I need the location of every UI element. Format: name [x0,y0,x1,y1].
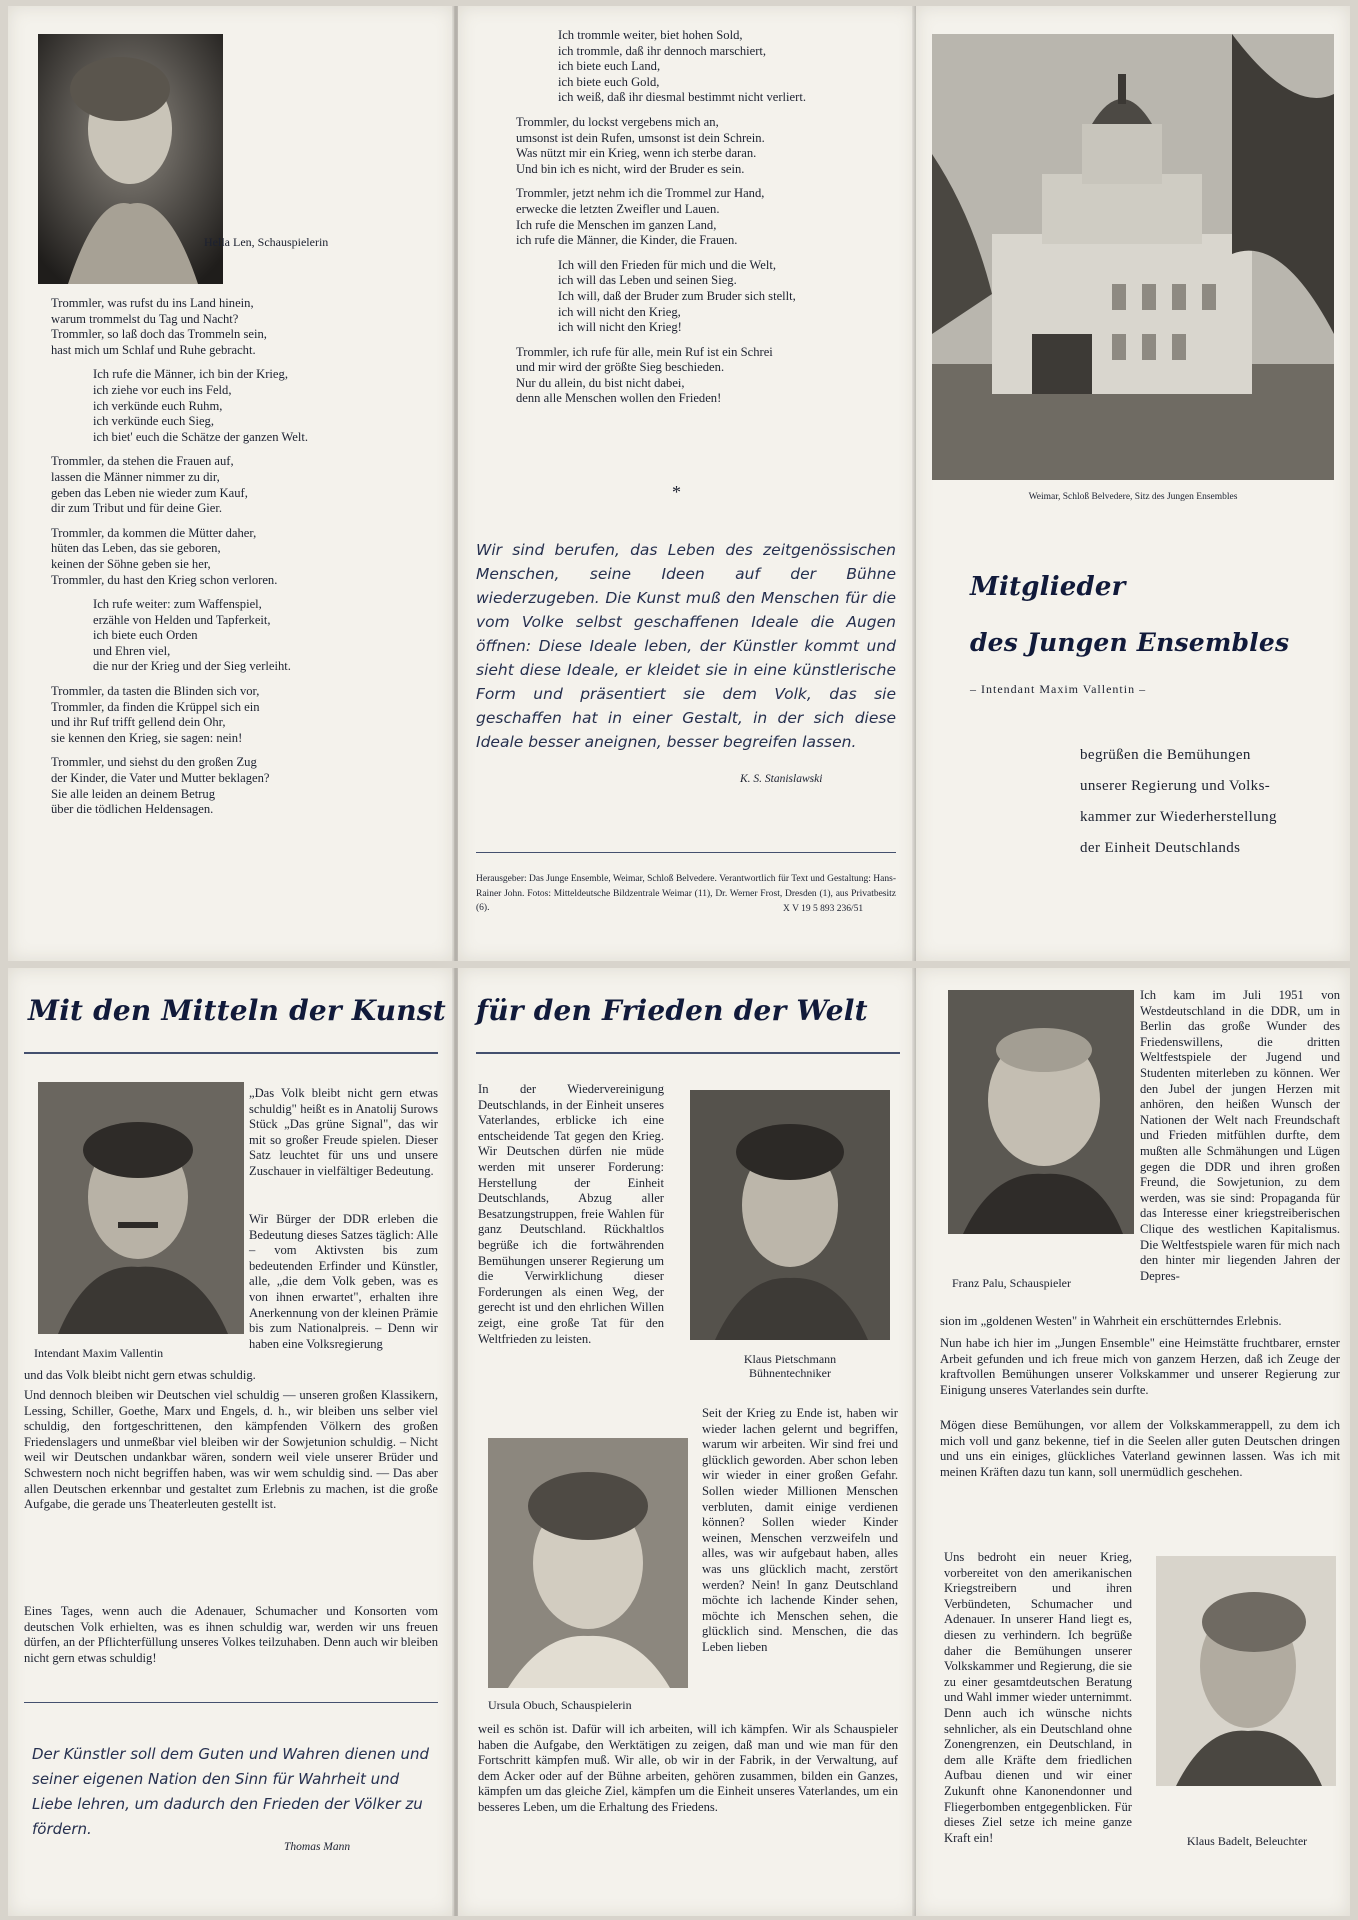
imprint-code: X V 19 5 893 236/51 [783,904,864,914]
quote-author: K. S. Stanislawski [740,773,823,785]
portrait-photo-klaus-badelt [1156,1556,1336,1786]
thomas-mann-quote: Der Künstler soll dem Guten und Wahren dienen und seiner eigenen Nation den Sinn für Wahrheit und Liebe lehren, um dadurch den Frieden der Völker zu fördern. [32,1745,430,1838]
title-line-1: Mitglieder [970,572,1126,602]
paragraph-1: „Das Volk bleibt nicht gern etwas schuldig" heißt es in Anatolij Surows Stück „Das grüne Signal", das wir mit so großer Freude spielen. Dieser Satz leuchtet für uns und unsere Zuschauer in vielfältiger Bedeutung. [249,1086,438,1178]
poem-line: sie kennen den Krieg, sie sagen: nein! [51,730,243,745]
poem-stanza [51,526,441,588]
poem-line: hüten das Leben, das sie geboren, [51,541,221,556]
poem-line: erwecke die letzten Zweifler und Lauen. [516,201,720,216]
poem-line: hast mich um Schlaf und Ruhe gebracht. [51,342,256,357]
poem-line: umsonst ist dein Rufen, umsonst ist dein Schrein. [516,130,765,145]
poem-stanza [51,367,441,445]
panel-bottom-right [916,968,1350,1916]
poem-line: lassen die Männer nimmer zu dir, [51,469,220,484]
body-line: kammer zur Wiederherstellung [1080,809,1277,825]
title-line-2: des Jungen Ensembles [970,628,1290,657]
poem-line: ich will nicht den Krieg, [558,304,681,319]
panel-bottom-left [8,968,454,1916]
palu-statement-3: Mögen diese Bemühungen, vor allem der Volkskammerappell, zu dem ich mich voll und ganz bekenne, tief in die Seelen aller guten Deutschen dringen und uns ein einiges, glückliches Vaterland gewinnen lassen. Was ich mit meinen Kräften dazu tun kann, soll unermüdlich geschehen. [940,1418,1340,1479]
poem-line: ich biete euch Orden [93,628,198,643]
poem-stanza [51,755,441,817]
poem-line: Ich rufe die Männer, ich bin der Krieg, [93,367,288,382]
poem-line: Trommler, du lockst vergebens mich an, [516,114,719,129]
panel-top-left [8,6,454,961]
poem-line: ich ziehe vor euch ins Feld, [93,382,232,397]
poem-line: ich verkünde euch Sieg, [93,414,214,429]
poem-line: ich will das Leben und seinen Sieg. [558,273,737,288]
paragraph-2-end: und das Volk bleibt nicht gern etwas schuldig. [24,1368,256,1382]
portrait-photo-franz-palu [948,990,1134,1234]
poem-line: Trommler, da finden die Krüppel sich ein [51,699,260,714]
poem-line: ich rufe die Männer, die Kinder, die Frauen. [516,233,738,248]
photo-caption-name: Klaus Pietschmann [743,1352,837,1366]
quote-rule [24,1702,438,1703]
subtitle-intendant: – Intendant Maxim Vallentin – [970,682,1147,696]
palu-statement-line: sion im „goldenen Westen" in Wahrheit ein erschütterndes Erlebnis. [940,1314,1282,1328]
body-text [1080,740,1340,864]
poem-line: Trommler, du hast den Krieg schon verloren. [51,572,278,587]
poem-line: ich trommle, daß ihr dennoch marschiert, [558,43,767,58]
panel-top-middle [458,6,916,961]
photo-caption-role: Bühnentechniker [749,1366,831,1380]
poem-line: Trommler, da kommen die Mütter daher, [51,525,257,540]
poem-line: Sie alle leiden an deinem Betrug [51,786,216,801]
poem-stanza [51,684,441,746]
poem-line: Trommler, und siehst du den großen Zug [51,755,257,770]
poem-line: ich verkünde euch Ruhm, [93,398,223,413]
poem-line: und ihr Ruf trifft gellend dein Ohr, [51,715,226,730]
poem-line: denn alle Menschen wollen den Frieden! [516,391,722,406]
actress-statement: Seit der Krieg zu Ende ist, haben wir wieder lachen gelernt und begriffen, warum wir arbeiten. Wir sind frei und glücklich geworden. Aber schon leben wir wieder in einer großen Gefahr. Sollen wieder Millionen Menschen verbluten, damit einige verdienen können? Sollen wieder Kinder weinen, Menschen verzweifeln und alles, was wir aufgebaut haben, alles was uns glücklich macht, zerstört werden? Nein! In ganz Deutschland möchte ich lachende Kinder sehen, möchte ich Menschen sehen, die glücklich sind. Menschen, die das Leben lieben [702,1406,898,1654]
poem-text [516,28,906,416]
poem-line: Trommler, so laß doch das Trommeln sein, [51,327,267,342]
portrait-photo-ursula-obuch [488,1438,688,1688]
poem-line: erzähle von Helden und Tapferkeit, [93,612,271,627]
imprint-text: Herausgeber: Das Junge Ensemble, Weimar, Schloß Belvedere. Verantwortlich für Text und Gestaltung: Hans-Rainer John. Fotos: Mitteldeutsche Bildzentrale Weimar (11), Dr. Werner Frost, Dresden (1), aus Privatbesitz (6). [476,874,896,913]
photo-caption: Ursula Obuch, Schauspielerin [488,1698,632,1712]
poem-line: Trommler, ich rufe für alle, mein Ruf ist ein Schrei [516,344,773,359]
imprint-rule [476,852,896,853]
actress-statement-continued: weil es schön ist. Dafür will ich arbeiten, will ich kämpfen. Wir als Schauspieler haben die Aufgabe, den Werktätigen zu zeigen, daß man und wie man für den Fortschritt kämpfen muß. Wir alle, ob wir in der Fabrik, in der Verwaltung, auf dem Acker oder auf der Bühne arbeiten, gehören zusammen, bilden ein Ganzes, kämpfen um das gleiche Ziel, kämpfen um die Einheit unseres Vaterlandes, um ein besseres Leben, um die Erhaltung des Friedens. [478,1722,898,1814]
poem-line: und mir wird der größte Sieg beschieden. [516,360,725,375]
poem-line: Was nützt mir ein Krieg, wenn ich sterbe daran. [516,146,757,161]
poem-text [51,296,441,827]
poem-stanza [516,115,906,177]
poem-line: Trommler, da stehen die Frauen auf, [51,454,234,469]
poem-stanza [516,186,906,248]
headline-rule [24,1052,438,1054]
badelt-statement: Uns bedroht ein neuer Krieg, vorbereitet von den amerikanischen Kriegstreibern und ihren Verbündeten, Schumacher und Adenauer. In unserer Hand liegt es, diesen zu verhindern. Ich begrüße daher die Bemühungen unserer Volkskammer und Regierung, die sie zu einer gesamtdeutschen Beratung und Wahl immer wieder unternimmt. Denn auch ich wünsche nichts sehnlicher, als ein Deutschland ohne Zonengrenzen, ein Deutschland, in dem alle Kräfte dem friedlichen Aufbau dienen und wir einer Zukunft ohne Kanonendonner und Fliegerbomben entgegenblicken. Für dieses Ziel setze ich meine ganze Kraft ein! [944,1550,1132,1845]
poem-stanza [51,454,441,516]
photo-caption: Weimar, Schloß Belvedere, Sitz des Jungen Ensembles [1028,492,1238,502]
photo-caption: Franz Palu, Schauspieler [952,1276,1071,1290]
photo-caption: Klaus Badelt, Beleuchter [1186,1834,1308,1848]
body-line: begrüßen die Bemühungen [1080,747,1251,763]
poem-stanza [516,28,906,106]
headline-left: Mit den Mitteln der Kunst [28,994,446,1027]
poem-line: der Kinder, die Vater und Mutter beklagen? [51,771,270,786]
poem-line: und Ehren viel, [93,643,171,658]
poem-line: Trommler, was rufst du ins Land hinein, [51,296,254,310]
headline-rule [476,1052,900,1054]
palu-statement: Ich kam im Juli 1951 von Westdeutschland in die DDR, um in Berlin das große Wunder des Friedenswillens, die dritten Weltfestspiele der Jugend und Studenten miterleben zu können. Wer den Jubel der jungen Herzen mit anhören, den heißen Wunsch der Nationen der Welt nach Freundschaft und Frieden mitfühlen durfte, dem mußten alle Schmähungen und Lügen gegen die DDR und ihren großen Freund, die Sowjetunion, zu dem werden, was sie sind: Propaganda für das Interesse einer kriegstreiberischen Clique des westlichen Kapitalismus. Die Weltfestspiele waren für mich nach den hinter mir liegenden Jahren der Depres- [1140,988,1340,1283]
poem-line: die nur der Krieg und der Sieg verleiht. [93,659,291,674]
poem-stanza [51,597,441,675]
poem-line: über die tödlichen Heldensagen. [51,802,214,817]
poem-stanza [516,345,906,407]
stanislawski-quote: Wir sind berufen, das Leben des zeitgenössischen Menschen, seine Ideen auf der Bühne wiederzugeben. Die Kunst muß den Menschen für die vom Volke selbst geschaffenen Ideale die Augen öffnen: Diese Ideale leben, der Künstler kommt und sieht diese Ideale, er kleidet sie in eine künstlerische Form und präsentiert sie dem Volk, das sie geschaffen hat in einer Gestalt, in der sich diese Ideale besser aneignen, besser begreifen lassen. [476,541,896,751]
unity-statement: In der Wiedervereinigung Deutschlands, in der Einheit unseres Vaterlandes, erblicke ich eine entscheidende Tat gegen den Krieg. Wir Deutschen dürfen nie müde werden mit unserer Forderung: Herstellung der Einheit Deutschlands, Abzug aller Besatzungstruppen, freie Wahlen für ganz Deutschland. Rückhaltlos begrüße ich die fortwährenden Bemühungen unserer Regierung um die Verwirklichung dieser Forderungen als einen Weg, der gerecht ist und den ehrlichen Willen zeigt, eine große Tat für den Weltfrieden zu leisten. [478,1082,664,1346]
poem-line: Trommler, jetzt nehm ich die Trommel zur Hand, [516,186,765,201]
poem-line: warum trommelst du Tag und Nacht? [51,311,239,326]
poem-stanza [51,296,441,358]
poem-line: ich biete euch Gold, [558,74,660,89]
body-line: unserer Regierung und Volks- [1080,778,1271,794]
asterisk-divider: * [672,482,681,502]
poem-line: Ich will, daß der Bruder zum Bruder sich stellt, [558,288,796,303]
palu-statement-2: Nun habe ich hier im „Jungen Ensemble" eine Heimstätte fruchtbarer, ernster Arbeit gefunden und ich freue mich von ganzem Herzen, daß ich Zeuge der kraftvollen Bemühungen unserer Volkskammer und unserer Regierung zur Einigung unseres Vaterlandes sein durfte. [940,1336,1340,1397]
poem-line: Ich rufe weiter: zum Waffenspiel, [93,597,262,612]
poem-line: ich will nicht den Krieg! [558,320,682,335]
poem-line: ich weiß, daß ihr diesmal bestimmt nicht verliert. [558,90,806,105]
photo-caption: Hella Len, Schauspielerin [204,235,329,249]
poem-stanza [516,258,906,336]
poem-line: Ich trommle weiter, biet hohen Sold, [558,28,743,42]
poem-line: ich biet' euch die Schätze der ganzen Welt. [93,429,309,444]
paragraph-4: Eines Tages, wenn auch die Adenauer, Schumacher und Konsorten vom deutschen Volk erhielten, was es ihnen schuldig war, werden wir uns freuen dürfen, an der Pflichterfüllung unseres Volkes teilzuhaben. Denn auch wir bleiben nicht gern etwas schuldig! [24,1604,438,1665]
poem-line: ich biete euch Land, [558,59,661,74]
poem-line: geben das Leben nie wieder zum Kauf, [51,485,248,500]
body-line: der Einheit Deutschlands [1080,840,1241,856]
portrait-photo-hella-len [38,34,223,284]
headline-middle: für den Frieden der Welt [476,994,868,1027]
portrait-photo-klaus-pietschmann [690,1090,890,1340]
panel-bottom-middle [458,968,916,1916]
poem-line: Ich rufe die Menschen im ganzen Land, [516,217,717,232]
poem-line: keinen der Söhne geben sie her, [51,556,211,571]
quote-author: Thomas Mann [284,1841,351,1853]
poem-line: Und bin ich es nicht, wird der Bruder es sein. [516,161,745,176]
poem-line: Ich will den Frieden für mich und die Welt, [558,257,777,272]
paragraph-3: Und dennoch bleiben wir Deutschen viel schuldig — unseren großen Klassikern, Lessing, Schiller, Goethe, Marx und Engels, d. h., wir bleiben uns selber viel schuldig, den fortgeschrittenen, den kämpfenden Völkern des großen Friedenslagers und unmeßbar viel bleiben wir der Sowjetunion schuldig. – Nicht weil wir Deutschen undankbar wären, sondern weil viele unserer Brüder und Schwestern noch nicht begriffen haben, was wir wem schuldig sind. — Das aber allen Deutschen erkennbar und gestaltet zum Erlebnis zu machen, ist die große Aufgabe, die gerade uns Theaterleuten gestellt ist. [24,1388,438,1512]
paragraph-2: Wir Bürger der DDR erleben die Bedeutung dieses Satzes täglich: Alle – vom Aktivsten bis zum bedeutenden Erfinder und Künstler, alle, „die dem Volk geben, was es von ihnen erwartet", erhalten ihre Anerkennung von der kleinen Prämie bis zum Nationalpreis. – Denn wir haben eine Volksregierung [249,1212,438,1351]
building-photo-belvedere [932,34,1334,480]
portrait-photo-maxim-vallentin [38,1082,244,1334]
panel-top-right [916,6,1350,961]
poem-line: Trommler, da tasten die Blinden sich vor, [51,684,260,699]
poem-line: dir zum Tribut und für deine Gier. [51,501,223,516]
photo-caption: Intendant Maxim Vallentin [34,1346,164,1360]
poem-line: Nur du allein, du bist nicht dabei, [516,375,685,390]
